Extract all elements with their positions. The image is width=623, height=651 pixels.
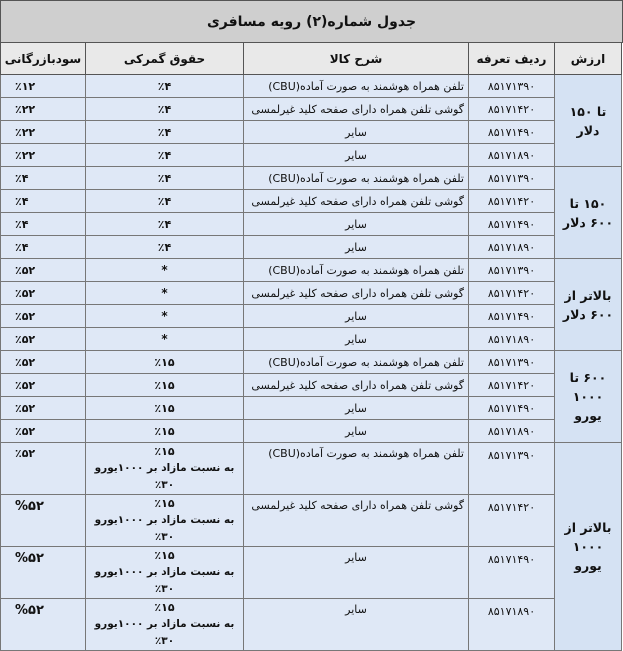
commercial-profit-cell: ٪۱۲ — [1, 75, 86, 98]
customs-duty-cell: * — [86, 282, 244, 305]
table-row — [1, 213, 622, 236]
description-cell: گوشی تلفن همراه دارای صفحه کلید غیرلمسی — [244, 282, 469, 305]
table-row — [1, 420, 622, 443]
duty-rate: ٪۱۵ — [154, 601, 175, 614]
duty-rate: ٪۱۵ — [154, 445, 175, 458]
commercial-profit-cell: %۵۲ — [1, 599, 86, 651]
description-cell: گوشی تلفن همراه دارای صفحه کلید غیرلمسی — [244, 190, 469, 213]
description-cell: تلفن همراه هوشمند به صورت آماده(CBU) — [244, 351, 469, 374]
tariff-code-cell: ۸۵۱۷۱۴۹۰ — [469, 397, 555, 420]
header-row — [1, 43, 622, 75]
tariff-table — [0, 42, 622, 651]
tariff-code-cell: ۸۵۱۷۱۸۹۰ — [469, 328, 555, 351]
tariff-code-cell: ۸۵۱۷۱۴۹۰ — [469, 305, 555, 328]
customs-duty-cell: * — [86, 305, 244, 328]
duty-note: به نسبت مازاد بر ۱۰۰۰یورو ۳۰٪ — [94, 462, 235, 491]
description-cell: سایر — [244, 420, 469, 443]
customs-duty-cell: ٪۴ — [86, 75, 244, 98]
customs-duty-cell — [86, 599, 244, 651]
table-row — [1, 599, 622, 651]
commercial-profit-cell: ٪۵۲ — [1, 328, 86, 351]
duty-note: به نسبت مازاد بر ۱۰۰۰یورو ۳۰٪ — [94, 618, 235, 647]
description-cell: سایر — [244, 547, 469, 599]
value-range-cell: تا ۱۵۰ دلار — [555, 75, 622, 167]
tariff-code-cell: ۸۵۱۷۱۸۹۰ — [469, 236, 555, 259]
tariff-code-cell: ۸۵۱۷۱۴۲۰ — [469, 495, 555, 547]
commercial-profit-cell: ٪۵۲ — [1, 259, 86, 282]
table-row — [1, 98, 622, 121]
tariff-code-cell: ۸۵۱۷۱۴۲۰ — [469, 374, 555, 397]
header-duty: حقوق گمرکی — [86, 43, 244, 75]
commercial-profit-cell: ٪۵۲ — [1, 420, 86, 443]
description-cell: گوشی تلفن همراه دارای صفحه کلید غیرلمسی — [244, 98, 469, 121]
table-row — [1, 190, 622, 213]
value-range-cell: ۱۵۰ تا ۶۰۰ دلار — [555, 167, 622, 259]
duty-note: به نسبت مازاد بر ۱۰۰۰یورو ۳۰٪ — [94, 566, 235, 595]
description-cell: تلفن همراه هوشمند به صورت آماده(CBU) — [244, 167, 469, 190]
customs-duty-cell — [86, 443, 244, 495]
table-row — [1, 282, 622, 305]
commercial-profit-cell: %۵۲ — [1, 495, 86, 547]
header-profit: سودبازرگانی — [1, 43, 86, 75]
tariff-code-cell: ۸۵۱۷۱۳۹۰ — [469, 259, 555, 282]
commercial-profit-cell: ٪۴ — [1, 190, 86, 213]
customs-duty-cell: * — [86, 259, 244, 282]
commercial-profit-cell: ٪۵۲ — [1, 351, 86, 374]
customs-duty-cell: ٪۴ — [86, 144, 244, 167]
customs-duty-cell: ٪۱۵ — [86, 351, 244, 374]
table-row — [1, 144, 622, 167]
value-range-cell: ۶۰۰ تا ۱۰۰۰ یورو — [555, 351, 622, 443]
customs-duty-cell: ٪۴ — [86, 236, 244, 259]
customs-duty-cell — [86, 547, 244, 599]
commercial-profit-cell: ٪۴ — [1, 213, 86, 236]
table-title: جدول شماره(۲) رویه مسافری — [0, 0, 623, 43]
table-row — [1, 167, 622, 190]
tariff-code-cell: ۸۵۱۷۱۳۹۰ — [469, 167, 555, 190]
description-cell: گوشی تلفن همراه دارای صفحه کلید غیرلمسی — [244, 374, 469, 397]
table-row — [1, 236, 622, 259]
customs-duty-cell: ٪۱۵ — [86, 397, 244, 420]
commercial-profit-cell: ٪۲۲ — [1, 144, 86, 167]
commercial-profit-cell: ٪۴ — [1, 236, 86, 259]
tariff-code-cell: ۸۵۱۷۱۴۲۰ — [469, 98, 555, 121]
description-cell: سایر — [244, 328, 469, 351]
duty-rate: ٪۱۵ — [154, 497, 175, 510]
duty-rate: ٪۱۵ — [154, 549, 175, 562]
table-row — [1, 305, 622, 328]
customs-duty-cell: ٪۴ — [86, 213, 244, 236]
customs-duty-cell — [86, 495, 244, 547]
table-row — [1, 328, 622, 351]
header-desc: شرح کالا — [244, 43, 469, 75]
commercial-profit-cell: ٪۲۲ — [1, 121, 86, 144]
description-cell: تلفن همراه هوشمند به صورت آماده(CBU) — [244, 259, 469, 282]
customs-duty-cell: ٪۱۵ — [86, 420, 244, 443]
table-row — [1, 351, 622, 374]
customs-duty-cell: ٪۴ — [86, 121, 244, 144]
table-body — [1, 75, 622, 651]
customs-duty-cell: * — [86, 328, 244, 351]
value-range-cell: بالاتر از ۱۰۰۰ یورو — [555, 443, 622, 651]
commercial-profit-cell: %۵۲ — [1, 547, 86, 599]
commercial-profit-cell: ٪۵۲ — [1, 443, 86, 495]
customs-duty-cell: ٪۴ — [86, 167, 244, 190]
commercial-profit-cell: ٪۲۲ — [1, 98, 86, 121]
table-row — [1, 75, 622, 98]
tariff-code-cell: ۸۵۱۷۱۴۹۰ — [469, 547, 555, 599]
description-cell: سایر — [244, 121, 469, 144]
description-cell: سایر — [244, 305, 469, 328]
commercial-profit-cell: ٪۵۲ — [1, 374, 86, 397]
customs-duty-cell: ٪۴ — [86, 190, 244, 213]
description-cell: سایر — [244, 397, 469, 420]
table-row — [1, 259, 622, 282]
commercial-profit-cell: ٪۵۲ — [1, 282, 86, 305]
tariff-code-cell: ۸۵۱۷۱۴۹۰ — [469, 121, 555, 144]
commercial-profit-cell: ٪۴ — [1, 167, 86, 190]
description-cell: سایر — [244, 599, 469, 651]
customs-duty-cell: ٪۴ — [86, 98, 244, 121]
commercial-profit-cell: ٪۵۲ — [1, 397, 86, 420]
header-range: ارزش — [555, 43, 622, 75]
tariff-code-cell: ۸۵۱۷۱۴۲۰ — [469, 282, 555, 305]
commercial-profit-cell: ٪۵۲ — [1, 305, 86, 328]
customs-duty-cell: ٪۱۵ — [86, 374, 244, 397]
description-cell: تلفن همراه هوشمند به صورت آماده(CBU) — [244, 443, 469, 495]
duty-note: به نسبت مازاد بر ۱۰۰۰یورو ۳۰٪ — [94, 514, 235, 543]
tariff-code-cell: ۸۵۱۷۱۸۹۰ — [469, 599, 555, 651]
description-cell: گوشی تلفن همراه دارای صفحه کلید غیرلمسی — [244, 495, 469, 547]
tariff-code-cell: ۸۵۱۷۱۳۹۰ — [469, 351, 555, 374]
tariff-code-cell: ۸۵۱۷۱۳۹۰ — [469, 443, 555, 495]
description-cell: تلفن همراه هوشمند به صورت آماده(CBU) — [244, 75, 469, 98]
table-row — [1, 397, 622, 420]
table-row — [1, 495, 622, 547]
header-code: ردیف تعرفه — [469, 43, 555, 75]
description-cell: سایر — [244, 236, 469, 259]
description-cell: سایر — [244, 213, 469, 236]
value-range-cell: بالاتر از ۶۰۰ دلار — [555, 259, 622, 351]
tariff-code-cell: ۸۵۱۷۱۸۹۰ — [469, 144, 555, 167]
tariff-code-cell: ۸۵۱۷۱۴۲۰ — [469, 190, 555, 213]
tariff-code-cell: ۸۵۱۷۱۳۹۰ — [469, 75, 555, 98]
tariff-code-cell: ۸۵۱۷۱۴۹۰ — [469, 213, 555, 236]
table-row — [1, 443, 622, 495]
description-cell: سایر — [244, 144, 469, 167]
tariff-code-cell: ۸۵۱۷۱۸۹۰ — [469, 420, 555, 443]
table-row — [1, 547, 622, 599]
table-row — [1, 121, 622, 144]
table-row — [1, 374, 622, 397]
